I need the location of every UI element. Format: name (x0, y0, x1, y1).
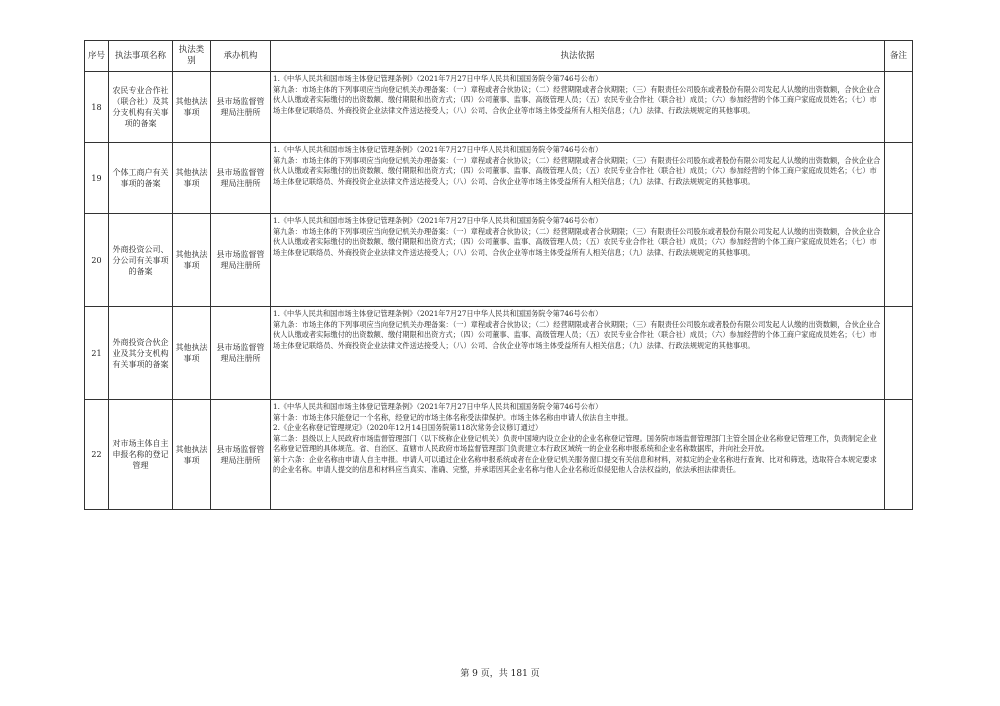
header-no: 序号 (85, 41, 109, 72)
row-agency: 县市场监督管理局注册所 (211, 307, 271, 400)
table-header-row (85, 41, 913, 72)
row-agency: 县市场监督管理局注册所 (211, 72, 271, 143)
basis-paragraph: 1.《中华人民共和国市场主体登记管理条例》（2021年7月27日中华人民共和国国务院令第746号公布） (273, 309, 603, 318)
row-category: 其他执法事项 (173, 307, 211, 400)
basis-paragraph: 1.《中华人民共和国市场主体登记管理条例》（2021年7月27日中华人民共和国国务院令第746号公布） (273, 402, 603, 411)
header-basis: 执法依据 (271, 41, 885, 72)
basis-paragraph: 第二条：县级以上人民政府市场监督管理部门（以下统称企业登记机关）负责中国境内设立企业的企业名称登记管理。国务院市场监督管理部门主管全国企业名称登记管理工作，负责制定企业名称登记管理的具体规范。省、自治区、直辖市人民政府市场监督管理部门负责建立本行政区域统一的企业名称申报系统和企业名称数据库，并向社会开放。 (273, 433, 877, 453)
row-agency: 县市场监督管理局注册所 (211, 143, 271, 214)
row-basis (271, 307, 885, 400)
enforcement-table (84, 40, 913, 510)
row-category: 其他执法事项 (173, 214, 211, 307)
row-basis (271, 72, 885, 143)
header-category: 执法类别 (173, 41, 211, 72)
row-remark (885, 400, 913, 510)
row-remark (885, 72, 913, 143)
table-row (85, 400, 913, 510)
row-no: 20 (85, 214, 109, 307)
row-agency: 县市场监督管理局注册所 (211, 214, 271, 307)
row-agency: 县市场监督管理局注册所 (211, 400, 271, 510)
row-item: 外商投资合伙企业及其分支机构有关事项的备案 (109, 307, 173, 400)
basis-paragraph: 第九条：市场主体的下列事项应当向登记机关办理备案：（一）章程或者合伙协议；（二）经营期限或者合伙期限；（三）有限责任公司股东或者股份有限公司发起人认缴的出资数额，合伙企业合伙人认缴或者实际缴付的出资数额、缴付期限和出资方式；（四）公司董事、监事、高级管理人员；（五）农民专业合作社（联合社）成员；（六）参加经营的个体工商户家庭成员姓名；（七）市场主体登记联络员、外商投资企业法律文件送达接受人；（八）公司、合伙企业等市场主体受益所有人相关信息；（九）法律、行政法规规定的其他事项。 (273, 319, 881, 350)
row-category: 其他执法事项 (173, 143, 211, 214)
row-remark (885, 307, 913, 400)
row-no: 22 (85, 400, 109, 510)
table-row (85, 143, 913, 214)
row-remark (885, 143, 913, 214)
row-basis (271, 214, 885, 307)
row-item: 个体工商户有关事项的备案 (109, 143, 173, 214)
row-basis (271, 143, 885, 214)
header-remark: 备注 (885, 41, 913, 72)
table-row (85, 214, 913, 307)
header-item: 执法事项名称 (109, 41, 173, 72)
basis-paragraph: 1.《中华人民共和国市场主体登记管理条例》（2021年7月27日中华人民共和国国务院令第746号公布） (273, 216, 603, 225)
basis-paragraph: 第九条：市场主体的下列事项应当向登记机关办理备案：（一）章程或者合伙协议；（二）经营期限或者合伙期限；（三）有限责任公司股东或者股份有限公司发起人认缴的出资数额，合伙企业合伙人认缴或者实际缴付的出资数额、缴付期限和出资方式；（四）公司董事、监事、高级管理人员；（五）农民专业合作社（联合社）成员；（六）参加经营的个体工商户家庭成员姓名；（七）市场主体登记联络员、外商投资企业法律文件送达接受人；（八）公司、合伙企业等市场主体受益所有人相关信息；（九）法律、行政法规规定的其他事项。 (273, 226, 881, 257)
row-category: 其他执法事项 (173, 400, 211, 510)
basis-paragraph: 第十条：市场主体只能登记一个名称，经登记的市场主体名称受法律保护。市场主体名称由申请人依法自主申报。 (273, 412, 633, 422)
row-no: 18 (85, 72, 109, 143)
basis-paragraph: 第九条：市场主体的下列事项应当向登记机关办理备案：（一）章程或者合伙协议；（二）经营期限或者合伙期限；（三）有限责任公司股东或者股份有限公司发起人认缴的出资数额，合伙企业合伙人认缴或者实际缴付的出资数额、缴付期限和出资方式；（四）公司董事、监事、高级管理人员；（五）农民专业合作社（联合社）成员；（六）参加经营的个体工商户家庭成员姓名；（七）市场主体登记联络员、外商投资企业法律文件送达接受人；（八）公司、合伙企业等市场主体受益所有人相关信息；（九）法律、行政法规规定的其他事项。 (273, 84, 881, 115)
basis-paragraph: 2.《企业名称登记管理规定》（2020年12月14日国务院第118次常务会议修订通过） (273, 423, 543, 432)
table-row (85, 307, 913, 400)
row-item: 对市场主体自主申报名称的登记管理 (109, 400, 173, 510)
basis-paragraph: 1.《中华人民共和国市场主体登记管理条例》（2021年7月27日中华人民共和国国务院令第746号公布） (273, 145, 603, 154)
row-category: 其他执法事项 (173, 72, 211, 143)
row-no: 19 (85, 143, 109, 214)
basis-paragraph: 1.《中华人民共和国市场主体登记管理条例》（2021年7月27日中华人民共和国国务院令第746号公布） (273, 74, 603, 83)
table-row (85, 72, 913, 143)
row-remark (885, 214, 913, 307)
row-no: 21 (85, 307, 109, 400)
basis-paragraph: 第十六条：企业名称由申请人自主申报。申请人可以通过企业名称申报系统或者在企业登记机关服务窗口提交有关信息和材料，对拟定的企业名称进行查询、比对和筛选，选取符合本规定要求的企业名称。申请人提交的信息和材料应当真实、准确、完整，并承诺因其企业名称与他人企业名称近似侵犯他人合法权益的，依法承担法律责任。 (273, 454, 877, 474)
page-footer: 第 9 页，共 181 页 (460, 669, 540, 679)
row-basis (271, 400, 885, 510)
row-item: 外商投资公司、分公司有关事项的备案 (109, 214, 173, 307)
header-agency: 承办机构 (211, 41, 271, 72)
row-item: 农民专业合作社（联合社）及其分支机构有关事项的备案 (109, 72, 173, 143)
basis-paragraph: 第九条：市场主体的下列事项应当向登记机关办理备案：（一）章程或者合伙协议；（二）经营期限或者合伙期限；（三）有限责任公司股东或者股份有限公司发起人认缴的出资数额，合伙企业合伙人认缴或者实际缴付的出资数额、缴付期限和出资方式；（四）公司董事、监事、高级管理人员；（五）农民专业合作社（联合社）成员；（六）参加经营的个体工商户家庭成员姓名；（七）市场主体登记联络员、外商投资企业法律文件送达接受人；（八）公司、合伙企业等市场主体受益所有人相关信息；（九）法律、行政法规规定的其他事项。 (273, 155, 881, 186)
